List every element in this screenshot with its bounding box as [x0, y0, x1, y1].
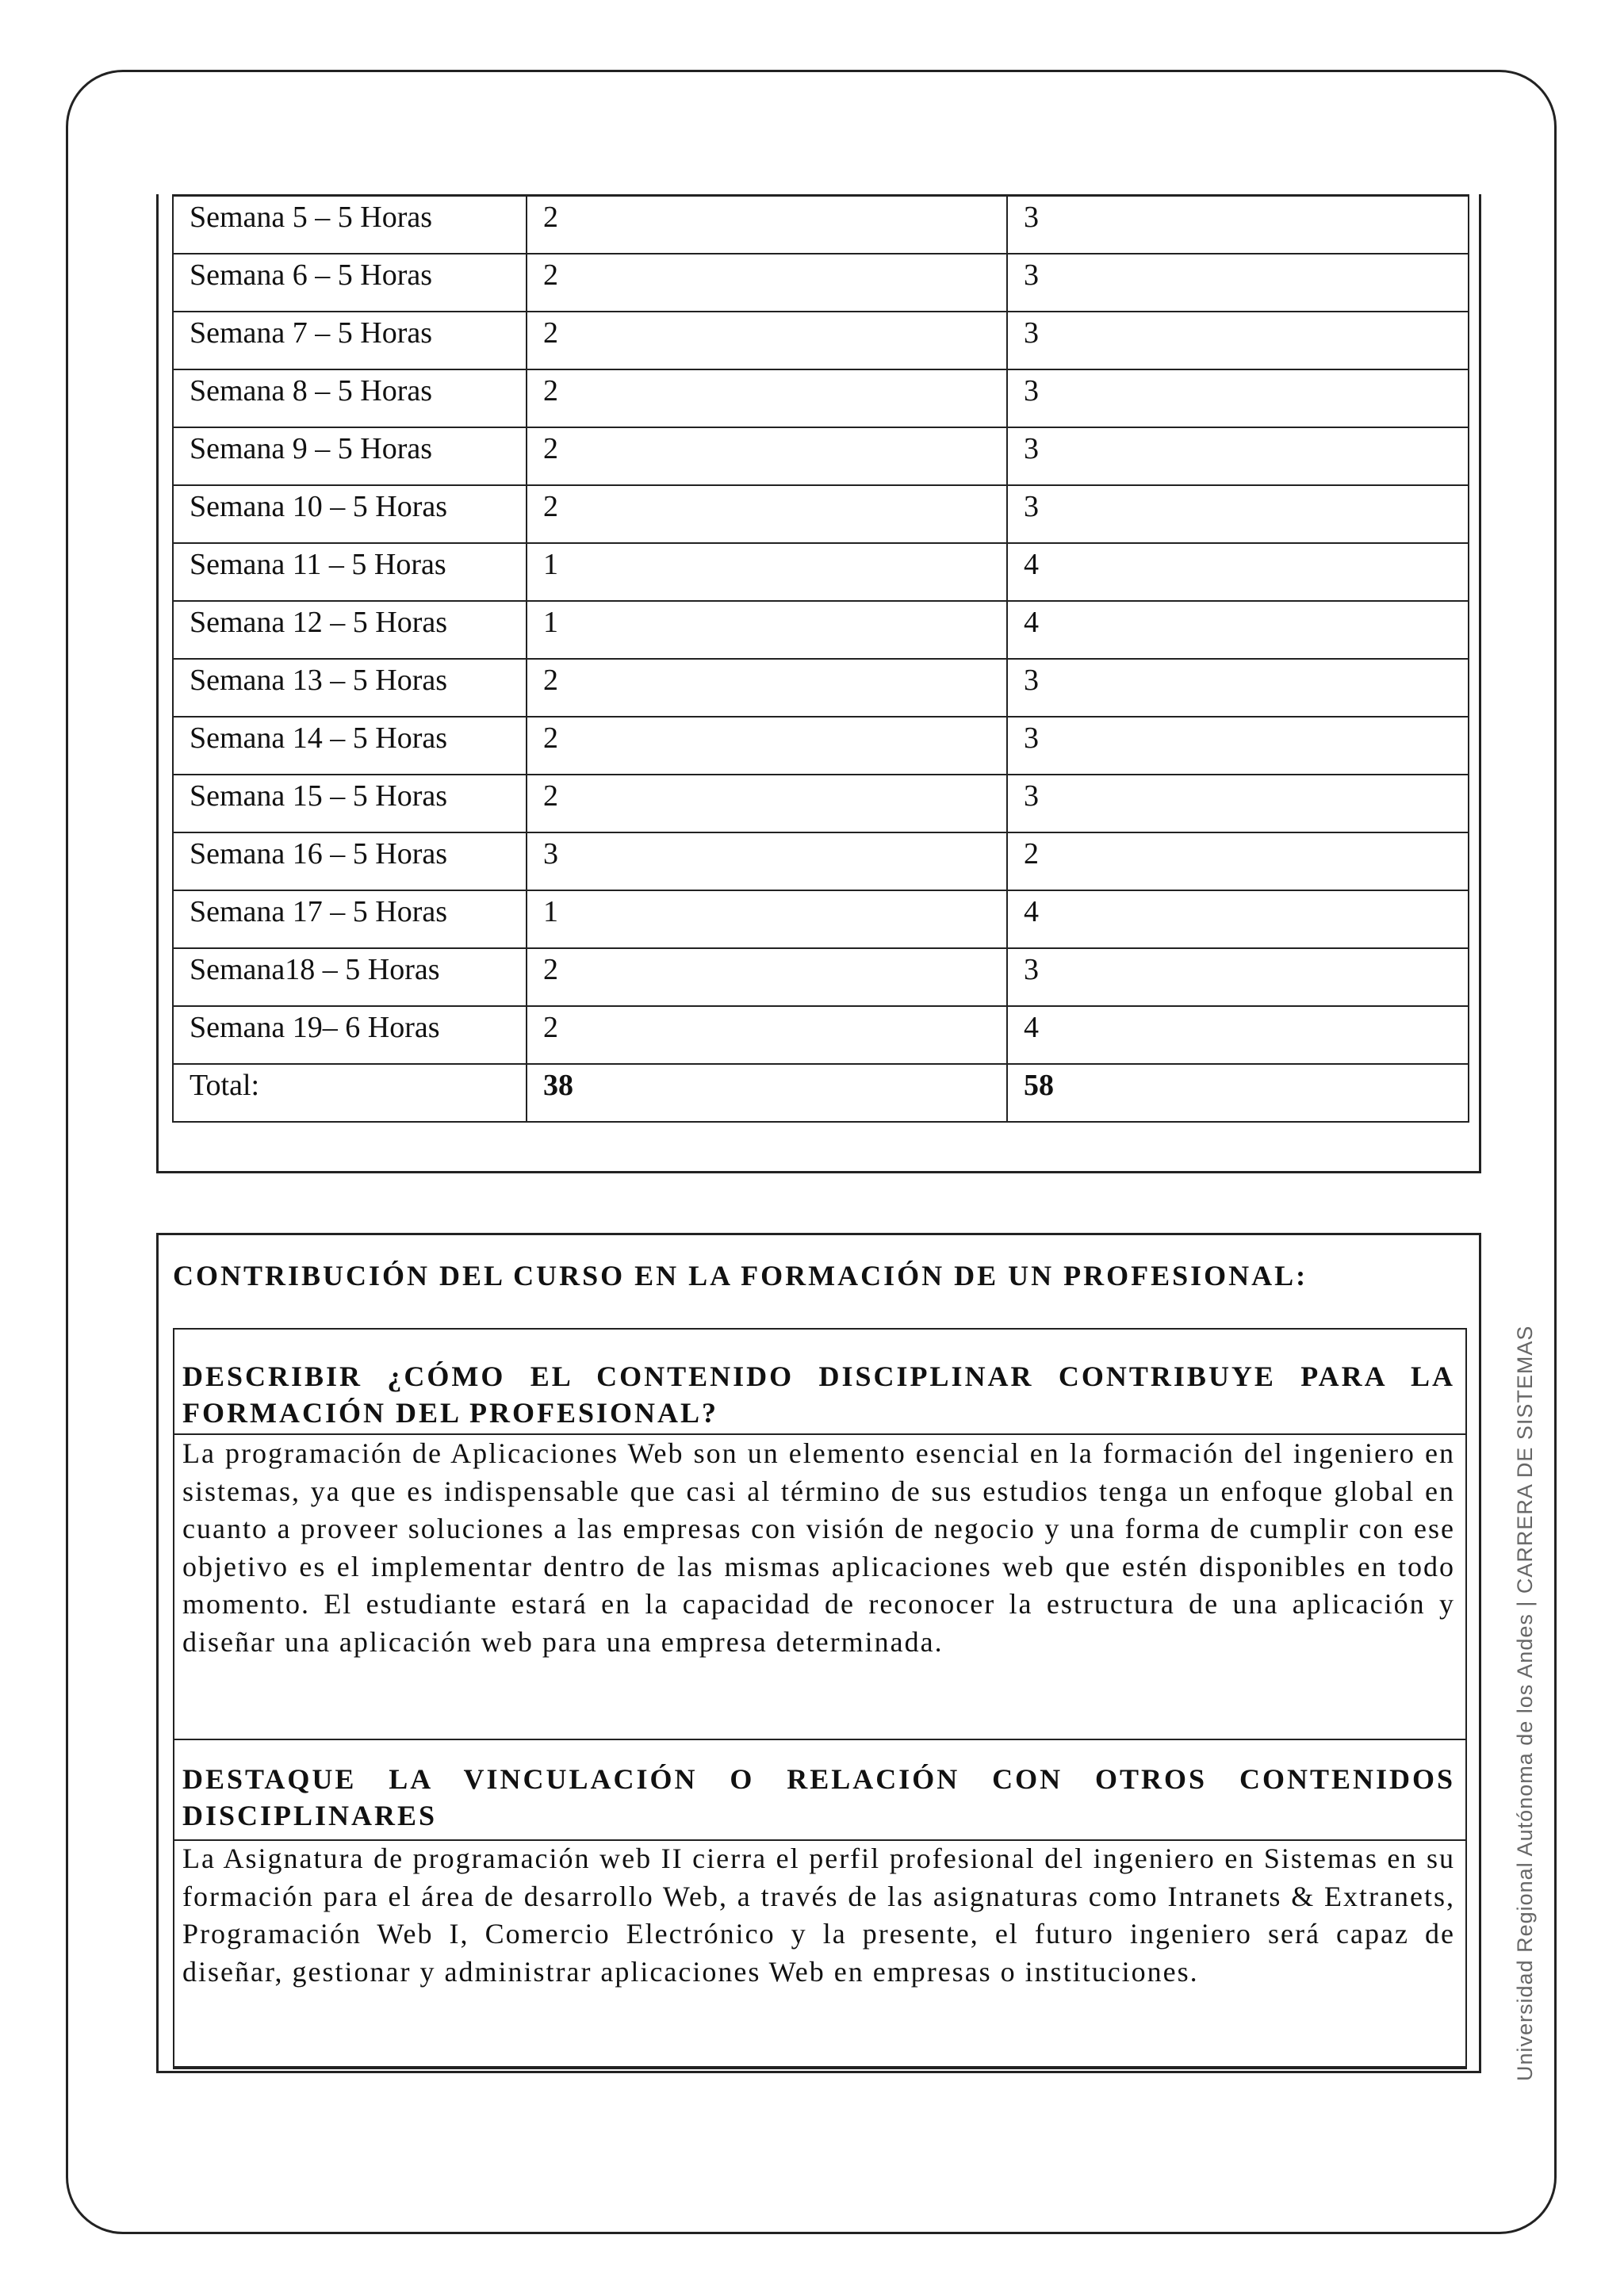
table-row — [173, 659, 1469, 717]
hours-col3-cell: 3 — [1007, 427, 1469, 485]
hours-col3-cell: 3 — [1007, 485, 1469, 543]
week-label-cell: Semana 14 – 5 Horas — [173, 717, 527, 775]
hours-col2-cell: 1 — [527, 601, 1007, 659]
hours-col2-cell: 2 — [527, 312, 1007, 369]
side-institution-label: Universidad Regional Autónoma de los Andes | CARRERA DE SISTEMAS — [1513, 1325, 1537, 2081]
week-label-cell: Semana18 – 5 Horas — [173, 948, 527, 1006]
table-row — [173, 543, 1469, 601]
hours-col2-cell: 2 — [527, 775, 1007, 832]
hours-col3-cell: 4 — [1007, 543, 1469, 601]
hours-col2-cell: 2 — [527, 196, 1007, 254]
table-row — [173, 601, 1469, 659]
table-row — [173, 832, 1469, 890]
hours-col3-cell: 3 — [1007, 659, 1469, 717]
hours-col2-cell: 2 — [527, 254, 1007, 312]
contribution-title: CONTRIBUCIÓN DEL CURSO EN LA FORMACIÓN DE UN PROFESIONAL: — [173, 1260, 1308, 1292]
table-row — [173, 312, 1469, 369]
hours-col3-cell: 3 — [1007, 196, 1469, 254]
total-value-cell: 58 — [1007, 1064, 1469, 1122]
hours-col3-cell: 4 — [1007, 601, 1469, 659]
week-label-cell: Semana 7 – 5 Horas — [173, 312, 527, 369]
table-row — [173, 427, 1469, 485]
week-label-cell: Semana 16 – 5 Horas — [173, 832, 527, 890]
hours-col3-cell: 3 — [1007, 369, 1469, 427]
hours-col2-cell: 2 — [527, 717, 1007, 775]
week-label-cell: Semana 11 – 5 Horas — [173, 543, 527, 601]
hours-col2-cell: 2 — [527, 659, 1007, 717]
hours-col3-cell: 3 — [1007, 312, 1469, 369]
hours-col2-cell: 2 — [527, 1006, 1007, 1064]
weeks-table — [172, 194, 1469, 1123]
table-row — [173, 948, 1469, 1006]
table-row — [173, 1006, 1469, 1064]
week-label-cell: Semana 15 – 5 Horas — [173, 775, 527, 832]
week-label-cell: Semana 8 – 5 Horas — [173, 369, 527, 427]
hours-col3-cell: 2 — [1007, 832, 1469, 890]
hours-col2-cell: 2 — [527, 948, 1007, 1006]
hours-col3-cell: 3 — [1007, 254, 1469, 312]
section2-body: La Asignatura de programación web II cierra el perfil profesional del ingeniero en Sistemas en su formación para el área de desarrollo Web, a través de las asignaturas como Intranets & Extranets, Programación Web I, Comercio Electrónico y la presente, el futuro ingeniero será capaz de diseñar, gestionar y administrar aplicaciones Web en empresas o instituciones. — [182, 1843, 1455, 1988]
hours-col2-cell: 1 — [527, 890, 1007, 948]
hours-col3-cell: 4 — [1007, 1006, 1469, 1064]
table-row — [173, 775, 1469, 832]
week-label-cell: Semana 17 – 5 Horas — [173, 890, 527, 948]
table-row — [173, 369, 1469, 427]
week-label-cell: Semana 12 – 5 Horas — [173, 601, 527, 659]
hours-col2-cell: 2 — [527, 369, 1007, 427]
section1-heading: DESCRIBIR ¿CÓMO EL CONTENIDO DISCIPLINAR CONTRIBUYE PARA LA FORMACIÓN DEL PROFESIONAL? — [182, 1360, 1455, 1429]
table-row — [173, 717, 1469, 775]
hours-col3-cell: 3 — [1007, 948, 1469, 1006]
week-label-cell: Semana 10 – 5 Horas — [173, 485, 527, 543]
hours-col3-cell: 3 — [1007, 775, 1469, 832]
hours-col3-cell: 4 — [1007, 890, 1469, 948]
table-row — [173, 890, 1469, 948]
hours-col2-cell: 3 — [527, 832, 1007, 890]
week-label-cell: Semana 19– 6 Horas — [173, 1006, 527, 1064]
hours-col2-cell: 2 — [527, 485, 1007, 543]
section1-body: La programación de Aplicaciones Web son un elemento esencial en la formación del ingeniero en sistemas, ya que es indispensable que casi al término de sus estudios tenga un enfoque global en cuanto a proveer soluciones a las empresas con visión de negocio y una forma de cumplir con ese objetivo es el implementar dentro de las mismas aplicaciones web que estén disponibles en todo momento. El estudiante estará en la capacidad de reconocer la estructura de una aplicación y diseñar una aplicación web para una empresa determinada. — [182, 1437, 1455, 1658]
total-row — [173, 1064, 1469, 1122]
week-label-cell: Semana 9 – 5 Horas — [173, 427, 527, 485]
table-row — [173, 485, 1469, 543]
total-value-cell: 38 — [527, 1064, 1007, 1122]
table-row — [173, 254, 1469, 312]
hours-col2-cell: 2 — [527, 427, 1007, 485]
section2-heading: DESTAQUE LA VINCULACIÓN O RELACIÓN CON OTROS CONTENIDOS DISCIPLINARES — [182, 1763, 1455, 1831]
week-label-cell: Semana 13 – 5 Horas — [173, 659, 527, 717]
hours-col3-cell: 3 — [1007, 717, 1469, 775]
total-label-cell: Total: — [173, 1064, 527, 1122]
table-row — [173, 196, 1469, 254]
section2-top-divider — [173, 1739, 1467, 1740]
hours-col2-cell: 1 — [527, 543, 1007, 601]
week-label-cell: Semana 5 – 5 Horas — [173, 196, 527, 254]
week-label-cell: Semana 6 – 5 Horas — [173, 254, 527, 312]
